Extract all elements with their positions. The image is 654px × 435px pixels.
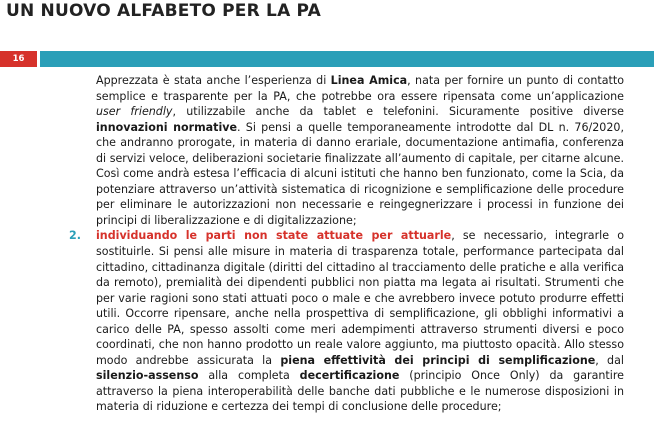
text-span: , utilizzabile anche da tablet e telefonini. Sicuramente positive diverse [172,105,624,119]
text-span: Apprezzata è stata anche l’esperienza di [96,74,331,87]
bold-silenzio-assenso: silenzio-assenso [96,369,199,383]
bold-innovazioni-normative: innovazioni normative [96,120,238,134]
page-header-title: UN NUOVO ALFABETO PER LA PA [6,1,321,21]
header-color-bar [40,51,654,67]
bold-piena-effettivita: piena effettività dei principi di semplificazione [280,353,596,367]
text-span: , se necessario, integrarle o sostituirle. Si pensi alle misure in materia di trasparenza totale, performance partecipata dal cittadino, cittadinanza digitale (diritti del cittadino al tracciamento delle pratiche e alla verifica da remoto), premialità dei dipendenti pubblici non piatta ma legata ai risultati. Strumenti che per varie ragioni sono stati attuati poco o male e che avrebbero invece potuto produrre effetti utili. Occorre ripensare, anche nella prospettiva di semplificazione, gli obblighi informativi a carico delle PA, spesso assolti come meri adempimenti attraverso strumenti diversi e poco coordinati, che non hanno prodotto un reale valore aggiunto, ma piuttosto opacità. Allo stesso modo andrebbe assicurata la [96,229,625,367]
text-span: . Si pensi a quelle temporaneamente introdotte dal DL n. 76/2020, che andranno prorogate, in materia di danno erariale, documentazione antimafia, conferenza di servizi veloce, deliberazioni societarie finalizzate all’aumento di capitale, per citarne alcune. Così come andrà estesa l’efficacia di alcuni istituti che hanno ben funzionato, come la Scia, da potenziare attraverso un’attività sistematica di ricognizione e semplificazione delle procedure per eliminare le autorizzazioni non necessarie e reingegnerizzare i processi in funzione dei principi di liberalizzazione e di digitalizzazione; [96,120,625,227]
text-span: (principio Once Only) da garantire attraverso la piena interoperabilità delle banche dati pubbliche e le numerose disposizioni in materia di riduzione e certezza dei tempi di conclusione delle procedure; [96,369,624,414]
text-span: , nata per fornire un punto di contatto semplice e trasparente per la PA, che potrebbe ora essere ripensata come un’applicazione [96,74,624,103]
bold-linea-amica: Linea Amica [330,74,408,87]
page-number: 16 [0,51,37,67]
body-text [69,73,625,415]
list-number: 2. [69,229,81,243]
highlight-text: individuando le parti non state attuate per attuarle [96,229,452,243]
text-span: alla completa [198,369,300,383]
bold-decertificazione: decertificazione [299,369,400,383]
paragraph-linea-amica [96,73,624,228]
list-item-2 [69,228,625,415]
italic-user-friendly: user friendly [96,105,173,119]
text-span: , dal [595,353,624,367]
page-header-band [0,51,654,67]
